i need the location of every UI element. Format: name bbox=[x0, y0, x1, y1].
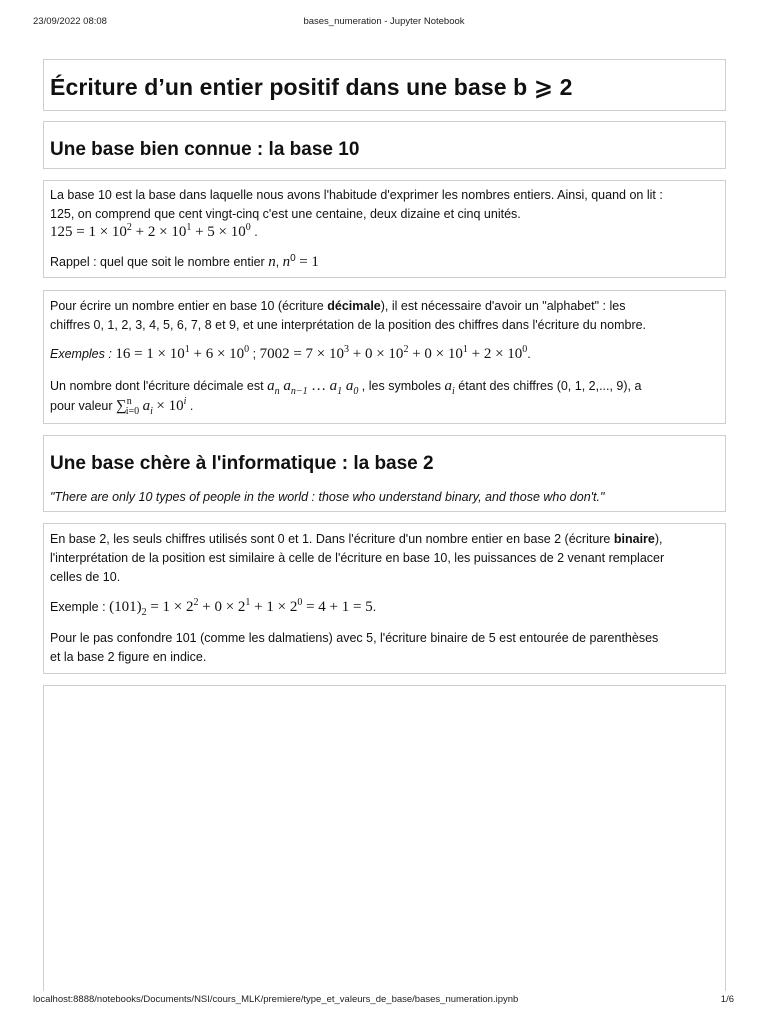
base2-para-line2: l'interprétation de la position est similaire à celle de l'écriture en base 10, les puissances de 2 venant remplacer bbox=[50, 551, 665, 565]
decimal-term: décimale bbox=[327, 299, 381, 313]
empty-cell bbox=[43, 685, 726, 991]
base10-intro-line1: La base 10 est la base dans laquelle nous avons l'habitude d'exprimer les nombres entiers. Ainsi, quand on lit : bbox=[50, 188, 663, 202]
base2-heading: Une base chère à l'informatique : la base 2 bbox=[50, 453, 434, 474]
base2-heading-cell bbox=[43, 435, 726, 512]
value-text-c: étant des chiffres (0, 1, 2,..., 9), a bbox=[458, 379, 642, 393]
base10-alphabet-cell bbox=[43, 290, 726, 424]
value-text-a: Un nombre dont l'écriture décimale est bbox=[50, 379, 264, 393]
base10-heading-cell bbox=[43, 121, 726, 169]
base2-text-b: ), bbox=[654, 532, 663, 546]
examples-line: Exemples : $16 = 1 \times 10^1 + 6 \times 10^0$ ; $7002 = 7 \times 10^3 + 0 \times 10^2 + 0 \times 10^1 + 2 \times 10^0$. bbox=[50, 344, 531, 362]
alphabet-text-b: ), il est nécessaire d'avoir un "alphabet" : les bbox=[380, 299, 626, 313]
page-title: Écriture d’un entier positif dans une base b ⩾ 2 bbox=[50, 74, 573, 100]
reminder-line: Rappel : quel que soit le nombre entier n, $n^0 = 1$ bbox=[50, 252, 319, 270]
base2-body-cell bbox=[43, 523, 726, 674]
base10-intro-cell bbox=[43, 180, 726, 278]
base2-para-line1 bbox=[50, 530, 722, 549]
value-text-b: , les symboles bbox=[361, 379, 441, 393]
binary-example-line: Exemple : $(101)_2 = 1 \times 2^2 + 0 \times 2^1 + 1 \times 2^0 = 4 + 1 = 5$. bbox=[50, 597, 377, 618]
print-page-number: 1/6 bbox=[720, 994, 734, 1005]
print-title: bases_numeration - Jupyter Notebook bbox=[303, 16, 465, 27]
value-text-d: pour valeur bbox=[50, 399, 113, 413]
binary-term: binaire bbox=[613, 532, 655, 546]
alphabet-para-line2: chiffres 0, 1, 2, 3, 4, 5, 6, 7, 8 et 9, et une interprétation de la position des chiffres dans l'écriture du nombre. bbox=[50, 318, 647, 332]
base10-intro-line2: 125, on comprend que cent vingt-cinq c'est une centaine, deux dizaine et cinq unités. bbox=[50, 207, 521, 221]
print-url: localhost:8888/notebooks/Documents/NSI/cours_MLK/premiere/type_et_valeurs_de_base/bases_numeration.ipynb bbox=[33, 994, 519, 1005]
print-datetime: 23/09/2022 08:08 bbox=[33, 16, 107, 27]
base2-text-a: En base 2, les seuls chiffres utilisés sont 0 et 1. Dans l'écriture d'un nombre entier en base 2 (écriture bbox=[50, 532, 611, 546]
alphabet-para-line1 bbox=[50, 297, 722, 316]
base2-note-line1: Pour le pas confondre 101 (comme les dalmatiens) avec 5, l'écriture binaire de 5 est entourée de parenthèses bbox=[50, 631, 659, 645]
binary-quote: "There are only 10 types of people in the world : those who understand binary, and those who don't." bbox=[50, 490, 605, 504]
example-label: Exemple : bbox=[50, 600, 106, 614]
reminder-prefix: Rappel : quel que soit le nombre entier bbox=[50, 255, 265, 269]
base2-para-line3: celles de 10. bbox=[50, 570, 121, 584]
base10-heading: Une base bien connue : la base 10 bbox=[50, 139, 360, 160]
alphabet-text-a: Pour écrire un nombre entier en base 10 (écriture bbox=[50, 299, 324, 313]
formula-125: $125 = 1 \times 10^2 + 2 \times 10^1 + 5 \times 10^0$ . bbox=[50, 222, 258, 240]
value-para-line2: pour valeur ∑$^n_{i=0}$ $a_i \times 10^i$ . bbox=[50, 396, 194, 417]
value-para-line1: Un nombre dont l'écriture décimale est $a_n$ $a_{n-1}$ … $a_1$ $a_0$ , les symboles $a_i$ étant des chiffres (0, 1, 2,..., 9), a bbox=[50, 378, 642, 397]
base2-note-line2: et la base 2 figure en indice. bbox=[50, 650, 207, 664]
examples-label: Exemples : bbox=[50, 347, 112, 361]
title-cell bbox=[43, 59, 726, 111]
